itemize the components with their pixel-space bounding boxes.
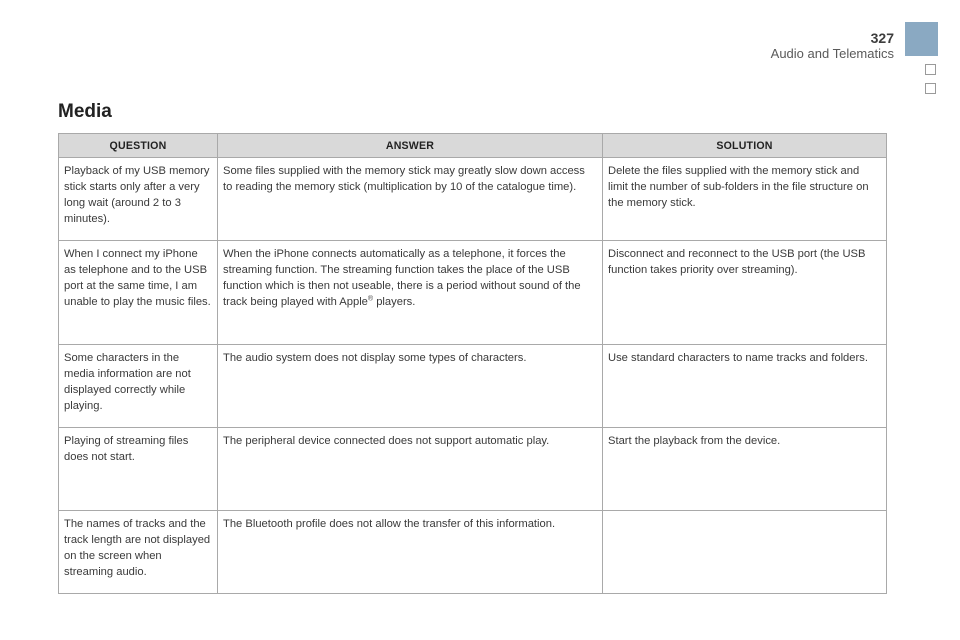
- solution-cell: Delete the files supplied with the memory stick and limit the number of sub-folders in the file structure on the memory stick.: [603, 158, 887, 241]
- section-marker-box: [925, 83, 936, 94]
- question-cell: The names of tracks and the track length are not displayed on the screen when streaming audio.: [59, 511, 218, 594]
- table-row: [59, 241, 887, 345]
- answer-text: When the iPhone connects automatically as a telephone, it forces the streaming function. The streaming function takes the place of the USB function which is then not useable, there is a period without sound of the track being played with Apple: [223, 248, 581, 308]
- table-row: [59, 345, 887, 428]
- solution-cell: Use standard characters to name tracks and folders.: [603, 345, 887, 428]
- solution-cell: Start the playback from the device.: [603, 428, 887, 511]
- question-cell: Playback of my USB memory stick starts only after a very long wait (around 2 to 3 minutes).: [59, 158, 218, 241]
- column-header-question: QUESTION: [59, 134, 218, 158]
- running-head: Audio and Telematics: [770, 46, 894, 61]
- section-marker-box: [925, 64, 936, 75]
- answer-cell: The peripheral device connected does not support automatic play.: [218, 428, 603, 511]
- chapter-tab: [905, 22, 938, 56]
- solution-cell: Disconnect and reconnect to the USB port (the USB function takes priority over streaming).: [603, 241, 887, 345]
- answer-cell: The audio system does not display some types of characters.: [218, 345, 603, 428]
- table-row: [59, 158, 887, 241]
- column-header-solution: SOLUTION: [603, 134, 887, 158]
- answer-text-tail: players.: [373, 296, 416, 308]
- table-row: [59, 428, 887, 511]
- question-cell: Playing of streaming files does not start.: [59, 428, 218, 511]
- faq-table: [58, 133, 887, 594]
- section-title: Media: [58, 101, 112, 122]
- table-header-row: [59, 134, 887, 158]
- page-number: 327: [870, 30, 894, 46]
- solution-cell: [603, 511, 887, 594]
- question-cell: When I connect my iPhone as telephone and to the USB port at the same time, I am unable to play the music files.: [59, 241, 218, 345]
- table-row: [59, 511, 887, 594]
- answer-cell: [218, 241, 603, 345]
- registered-mark: ®: [367, 295, 374, 303]
- question-cell: Some characters in the media information are not displayed correctly while playing.: [59, 345, 218, 428]
- column-header-answer: ANSWER: [218, 134, 603, 158]
- answer-cell: Some files supplied with the memory stick may greatly slow down access to reading the memory stick (multiplication by 10 of the catalogue time).: [218, 158, 603, 241]
- answer-cell: The Bluetooth profile does not allow the transfer of this information.: [218, 511, 603, 594]
